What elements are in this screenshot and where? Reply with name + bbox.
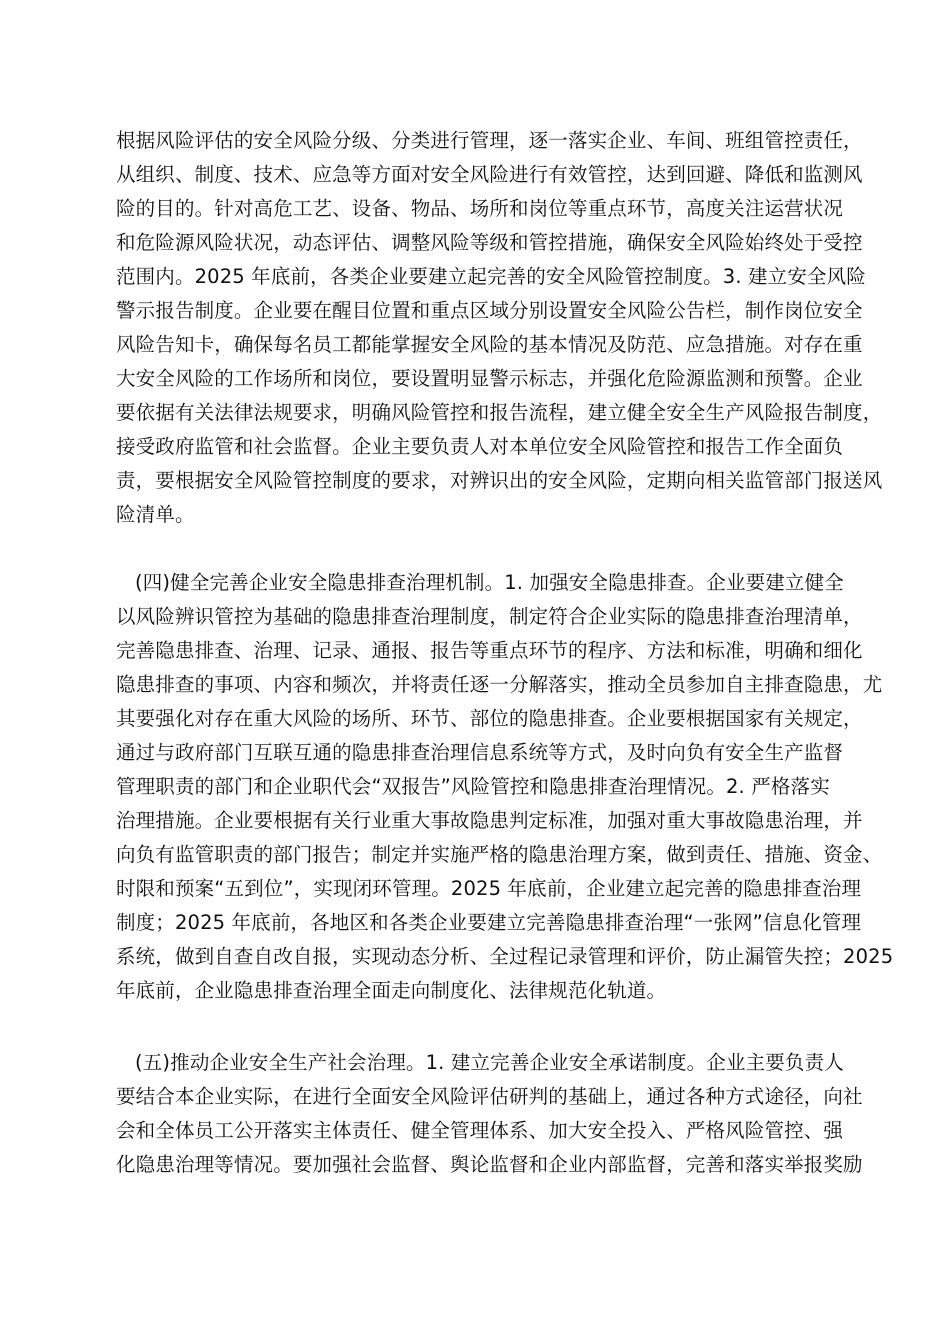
text-line: 要依据有关法律法规要求，明确风险管控和报告流程，建立健全安全生产风险报告制度， [116,401,883,424]
text-line: 时限和预案“五到位”，实现闭环管理。2025 年底前，企业建立起完善的隐患排查治理 [116,877,862,900]
section-heading-line: (四)健全完善企业安全隐患排查治理机制。1. 加强安全隐患排查。企业要建立健全 [135,571,844,594]
text-line: 大安全风险的工作场所和岗位，要设置明显警示标志，并强化危险源监测和预警。企业 [116,367,863,390]
text-line: 系统，做到自查自改自报，实现动态分析、全过程记录管理和评价，防止漏管失控；2025 [116,945,894,968]
text-line: 接受政府监管和社会监督。企业主要负责人对本单位安全风险管控和报告工作全面负 [116,435,844,458]
section-heading-line: (五)推动企业安全生产社会治理。1. 建立完善企业安全承诺制度。企业主要负责人 [135,1051,844,1074]
text-line: 年底前，企业隐患排查治理全面走向制度化、法律规范化轨道。 [116,979,667,1002]
text-line: 以风险辨识管控为基础的隐患排查治理制度，制定符合企业实际的隐患排查治理清单， [116,605,863,628]
text-line: 责，要根据安全风险管控制度的要求，对辨识出的安全风险，定期向相关监管部门报送风 [116,469,883,492]
text-line: 通过与政府部门互联互通的隐患排查治理信息系统等方式，及时向负有安全生产监督 [116,741,844,764]
text-line: 风险告知卡，确保每名员工都能掌握安全风险的基本情况及防范、应急措施。对存在重 [116,333,863,356]
text-line: 治理措施。企业要根据有关行业重大事故隐患判定标准，加强对重大事故隐患治理，并 [116,809,863,832]
text-line: 警示报告制度。企业要在醒目位置和重点区域分别设置安全风险公告栏，制作岗位安全 [116,299,863,322]
text-line: 险清单。 [116,503,195,526]
text-line: 管理职责的部门和企业职代会“双报告”风险管控和隐患排查治理情况。2. 严格落实 [116,775,830,798]
text-line: 和危险源风险状况，动态评估、调整风险等级和管控措施，确保安全风险始终处于受控 [116,231,863,254]
text-line: 隐患排查的事项、内容和频次，并将责任逐一分解落实，推动全员参加自主排查隐患，尤 [116,673,883,696]
text-line: 要结合本企业实际，在进行全面安全风险评估研判的基础上，通过各种方式途径，向社 [116,1085,863,1108]
text-line: 向负有监管职责的部门报告；制定并实施严格的隐患治理方案，做到责任、措施、资金、 [116,843,883,866]
text-line: 根据风险评估的安全风险分级、分类进行管理，逐一落实企业、车间、班组管控责任， [116,129,863,152]
text-line: 范围内。2025 年底前，各类企业要建立起完善的安全风险管控制度。3. 建立安全风险 [116,265,866,288]
text-line: 化隐患治理等情况。要加强社会监督、舆论监督和企业内部监督，完善和落实举报奖励 [116,1153,863,1176]
text-line: 制度；2025 年底前，各地区和各类企业要建立完善隐患排查治理“一张网”信息化管理 [116,911,862,934]
text-line: 险的目的。针对高危工艺、设备、物品、场所和岗位等重点环节，高度关注运营状况 [116,197,844,220]
text-line: 其要强化对存在重大风险的场所、环节、部位的隐患排查。企业要根据国家有关规定， [116,707,863,730]
text-line: 会和全体员工公开落实主体责任、健全管理体系、加大安全投入、严格风险管控、强 [116,1119,844,1142]
text-line: 完善隐患排查、治理、记录、通报、报告等重点环节的程序、方法和标准，明确和细化 [116,639,863,662]
text-line: 从组织、制度、技术、应急等方面对安全风险进行有效管控，达到回避、降低和监测风 [116,163,863,186]
